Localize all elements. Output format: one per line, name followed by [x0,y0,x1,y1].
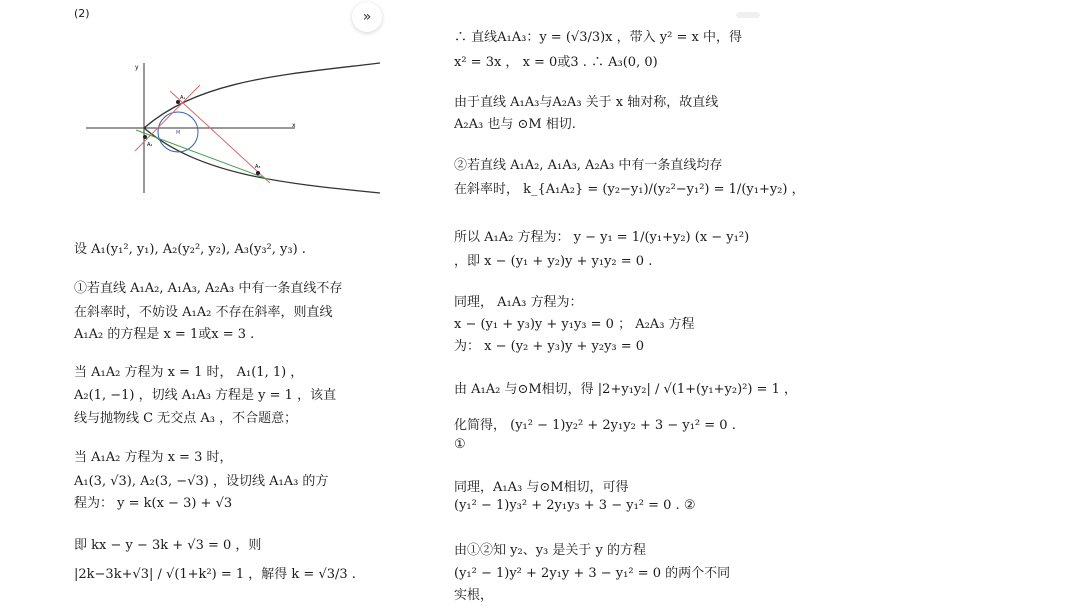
text-line: ①若直线 A₁A₂, A₁A₃, A₂A₃ 中有一条直线不存 [74,281,343,296]
text-line: |2k−3k+√3| / √(1+k²) = 1 ，解得 k = √3/3 . [74,567,356,582]
point-a3-label: A₃ [255,164,261,170]
text-line: (y₁² − 1)y₃² + 2y₁y₃ + 3 − y₁² = 0 . ② [454,498,696,513]
y-axis-label: y [135,64,139,71]
scroll-indicator [736,12,760,18]
text-line: ∴ 直线A₁A₃：y = (√3/3)x ，带入 y² = x 中，得 [454,30,742,45]
text-line: 由①②知 y₂、y₃ 是关于 y 的方程 [454,543,646,558]
text-line: ②若直线 A₁A₂, A₁A₃, A₂A₃ 中有一条直线均存 [454,158,723,173]
text-line: A₂(1, −1) ，切线 A₁A₃ 方程是 y = 1 ，该直 [74,388,337,403]
text-line: ① [454,437,466,452]
text-line: 由于直线 A₁A₃与A₂A₃ 关于 x 轴对称，故直线 [454,95,719,110]
text-line: x² = 3x ， x = 0或3 . ∴ A₃(0, 0) [454,55,658,70]
text-line: 同理，A₁A₃ 与⊙M相切，可得 [454,480,629,495]
text-line: A₂A₃ 也与 ⊙M 相切. [454,117,576,132]
point-a2-label: A₂ [147,142,153,148]
text-line: A₁A₂ 的方程是 x = 1或x = 3 . [74,327,255,342]
tangent-line-1 [135,85,200,151]
point-a3-marker [256,171,260,175]
text-line: 为： x − (y₂ + y₃)y + y₂y₃ = 0 [454,339,645,354]
center-m-label: M [176,130,181,136]
text-line: 即 kx − y − 3k + √3 = 0 ，则 [74,538,262,553]
text-line: 实根， [454,588,494,603]
text-line: 在斜率时，不妨设 A₁A₂ 不存在斜率，则直线 [74,305,333,320]
text-line: 在斜率时， k_{A₁A₂} = (y₂−y₁)/(y₂²−y₁²) = 1/(y₁+y₂) ， [454,182,805,197]
text-line: 当 A₁A₂ 方程为 x = 3 时， [74,450,233,465]
x-axis-label: x [292,122,296,129]
text-line: 所以 A₁A₂ 方程为： y − y₁ = 1/(y₁+y₂) (x − y₁²) [454,230,750,245]
text-line: 化简得， (y₁² − 1)y₂² + 2y₁y₂ + 3 − y₁² = 0 . [454,418,736,433]
text-line: (y₁² − 1)y² + 2y₁y + 3 − y₁² = 0 的两个不同 [454,566,731,581]
point-a2-marker [143,135,147,139]
text-line: 程为： y = k(x − 3) + √3 [74,496,233,511]
parabola-figure [80,55,400,205]
text-line: 当 A₁A₂ 方程为 x = 1 时， A₁(1, 1) ， [74,365,304,380]
text-line: x − (y₁ + y₃)y + y₁y₃ = 0 ； A₂A₃ 方程 [454,317,695,332]
text-line: 由 A₁A₂ 与⊙M相切，得 |2+y₁y₂| / √(1+(y₁+y₂)²) = 1 ， [454,382,797,397]
text-line: 线与抛物线 C 无交点 A₃ ，不合题意； [74,411,298,426]
left-page [66,0,446,608]
text-line: ，即 x − (y₁ + y₂)y + y₁y₂ = 0 . [454,254,653,269]
point-a1-label: A₁ [180,95,186,101]
text-line: A₁(3, √3), A₂(3, −√3) ，设切线 A₁A₃ 的方 [74,474,329,489]
double-chevron-down-icon[interactable]: » [352,2,382,32]
part-label: (2) [74,7,90,20]
chord-line [136,130,270,180]
text-line: 设 A₁(y₁², y₁), A₂(y₂², y₂), A₃(y₃², y₃) . [74,242,306,257]
right-page [446,0,805,608]
text-line: 同理， A₁A₃ 方程为： [454,295,583,310]
